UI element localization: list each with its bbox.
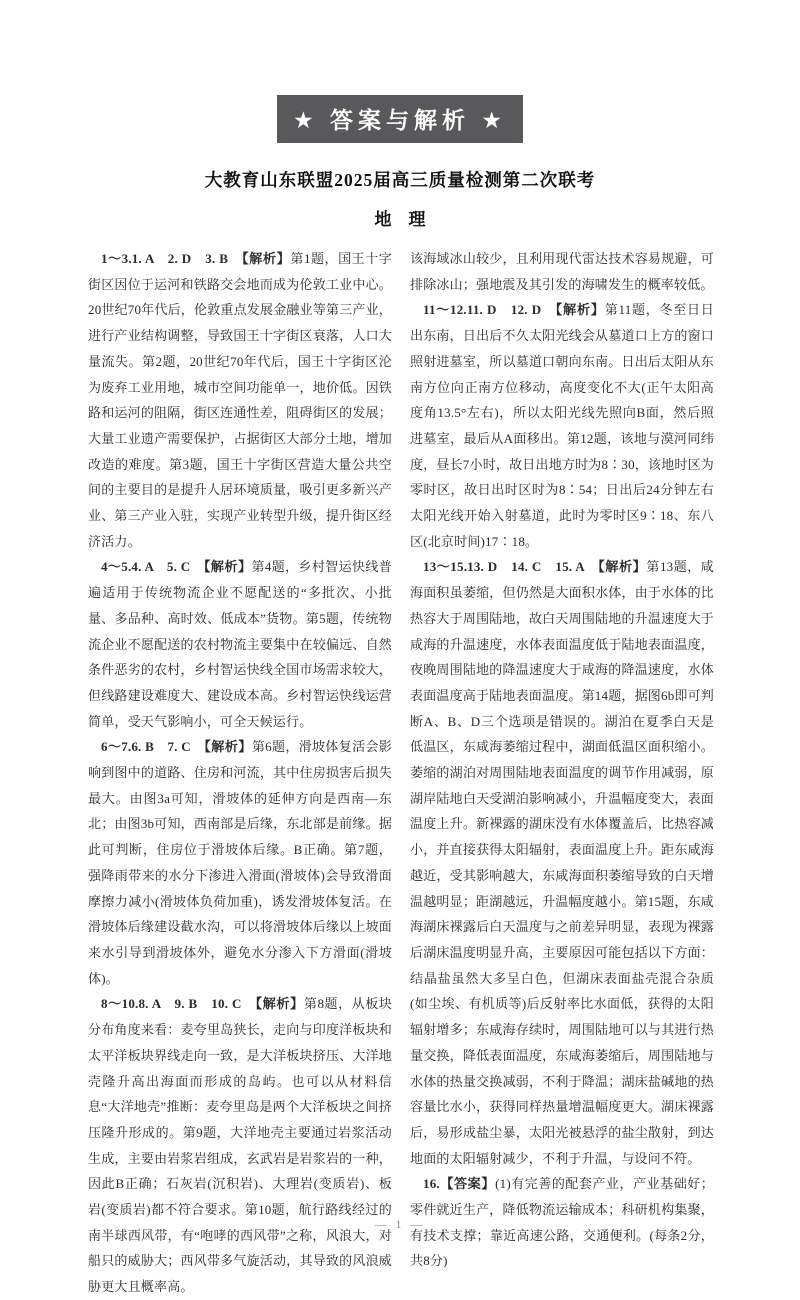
question-range: 8～10.: [101, 996, 139, 1012]
subject-title: 地 理: [374, 210, 426, 229]
question-range: 16.: [423, 1176, 440, 1192]
paragraph-body: 第8题，从板块分布角度来看：麦夸里岛狭长，走向与印度洋板块和太平洋板块界线走向一致，是大洋板块挤压、大洋地壳隆升高出海面而形成的岛屿。也可以从材料信息“大洋地壳”推断：麦夸里岛是两个大洋板块之间挤压隆升形成的。第9题，大洋地壳主要通过岩浆活动生成，主要由岩浆岩组成，玄武岩是岩浆岩的一种，因此B正确；石灰岩(沉积岩)、大理岩(变质岩)、板岩(变质岩)都不符合要求。第10题，航行路线经过的南半球西风带，有“咆哮的西风带”之称，风浪大，对船只的威胁大；西风带多气旋活动，其导致的风浪威胁更大且概率高。: [88, 996, 393, 1295]
paragraph-body: (1)有完善的配套产业，产业基础好；零件就近生产，降低物流运输成本；科研机构集聚，有技术支撑；靠近高速公路，交通便利。(每条2分，共8分): [410, 1176, 714, 1269]
left-column: [88, 246, 392, 1300]
paragraph-body: 该海域冰山较少，且利用现代雷达技术容易规避，可排除冰山；强地震及其引发的海啸发生的概率较低。: [410, 251, 714, 292]
header-banner: ★ 答案与解析 ★: [277, 95, 523, 143]
question-range: 6～7.: [101, 739, 132, 755]
question-range: 11～12.: [423, 302, 467, 318]
answer-letters: 13. D 14. C 15. A: [467, 559, 599, 575]
analysis-tag: 【解析】: [255, 996, 304, 1012]
paragraph-body: 第1题，国王十字街区因位于运河和铁路交会地而成为伦敦工业中心。20世纪70年代后，伦敦重点发展金融业等第三产业，进行产业结构调整，导致国王十字街区衰落，人口大量流失。第2题，20世纪70年代后，国王十字街区沦为废弃工业用地，城市空间功能单一，地价低。因铁路和运河的阻隔，街区连通性差，阻碍街区的发展；大量工业遗产需要保护，占据街区大部分土地，增加改造的难度。第3题，国王十字街区营造大量公共空间的主要目的是提升人居环境质量，吸引更多新兴产业、第三产业入驻，实现产业转型升级，提升街区经济活力。: [88, 251, 393, 549]
answer-letters: 6. B 7. C: [131, 739, 205, 755]
paragraph-body: 第13题，咸海面积虽萎缩，但仍然是大面积水体，由于水体的比热容大于周围陆地，故白天周围陆地的升温速度大于咸海的升温速度，水体表面温度低于陆地表面温度，夜晚周围陆地的降温速度大于咸海的降温速度，水体表面温度高于陆地表面温度。第14题，据图6b即可判断A、B、D三个选项是错误的。湖泊在夏季白天是低温区，东咸海萎缩过程中，湖面低温区面积缩小。萎缩的湖泊对周围陆地表面温度的调节作用减弱，原湖岸陆地白天受湖泊影响减小，升温幅度变大，表面温度上升。新裸露的湖床没有水体覆盖后，比热容减小，并直接获得太阳辐射，表面温度上升。距东咸海越近，受其影响越大，东咸海面积萎缩导致的白天增温越明显；距湖越远，升温幅度越小。第15题，东咸海湖床裸露后白天温度与之前差异明显，表现为裸露后湖床温度明显升高，主要原因可能包括以下方面：结晶盐虽然大多呈白色，但湖床表面盐壳混合杂质(如尘埃、有机质等)后反射率比水面低，获得的太阳辐射增多；东咸海存续时，周围陆地可以与其进行热量交换，降低表面温度，东咸海萎缩后，周围陆地与水体的热量交换减弱，不利于降温；湖床盐碱地的热容量比水小，获得同样热量增温幅度更大。湖床裸露后，易形成盐尘暴，太阳光被悬浮的盐尘散射，到达地面的太阳辐射减少，不利于升温，与设问不符。: [410, 559, 715, 1166]
exam-title: 大教育山东联盟2025届高三质量检测第二次联考: [204, 170, 596, 190]
question-range: 13～15.: [423, 559, 468, 575]
answer-tag: 【答案】: [439, 1176, 496, 1192]
answer-paragraph-4-5: [88, 554, 392, 734]
answer-letters: 11. D 12. D: [466, 302, 556, 318]
answer-letters: 1. A 2. D 3. B: [131, 251, 242, 266]
paragraph-body: 第4题，乡村智运快线普遍适用于传统物流企业不愿配送的“多批次、小批量、多品种、高时效、低成本”货物。第5题，传统物流企业不愿配送的农村物流主要集中在较偏远、自然条件恶劣的农村，乡村智运快线全国市场需求较大，但线路建设难度大、建设成本高。乡村智运快线运营简单，受天气影响小，可全天候运行。: [88, 559, 393, 729]
answer-paragraph-1-3: [88, 246, 392, 554]
analysis-tag: 【解析】: [242, 251, 291, 266]
analysis-tag: 【解析】: [204, 739, 252, 755]
analysis-tag: 【解析】: [203, 559, 252, 575]
paragraph-body: 第11题，冬至日日出东南，日出后不久太阳光线会从墓道口上方的窗口照射进墓室，所以墓道口朝向东南。日出后太阳从东南方位向正南方位移动，高度变化不大(正午太阳高度角13.5°左右)，所以太阳光线先照向B面，然后照进墓室，最后从A面移出。第12题，该地与漠河同纬度，昼长7小时，故日出地方时为8∶30，该地时区为零时区，故日出时区时为8∶54；日出后24分钟左右太阳光线开始入射墓道，此时为零时区9∶18、东八区(北京时间)17∶18。: [410, 302, 715, 549]
right-column: [410, 246, 714, 1300]
answer-content: [88, 246, 714, 1300]
question-range: 1～3.: [101, 251, 132, 266]
question-range: 4～5.: [101, 559, 132, 575]
continuation-paragraph: [410, 246, 714, 297]
paragraph-body: 第6题，滑坡体复活会影响到图中的道路、住房和河流，其中住房损害后损失最大。由图3a可知，滑坡体的延伸方向是西南—东北；由图3b可知，西南部是后缘，东北部是前缘。据此可判断，住房位于滑坡体后缘。B正确。第7题，强降雨带来的水分下渗进入滑面(滑坡体)会导致滑面摩擦力减小(滑坡体负荷加重)，诱发滑坡体复活。在滑坡体后缘建设截水沟，可以将滑坡体后缘以上坡面来水引导到滑坡体外，避免水分渗入下方滑面(滑坡体)。: [88, 739, 392, 986]
answer-letters: 8. A 9. B 10. C: [138, 996, 256, 1012]
answer-paragraph-8-10: [88, 991, 392, 1299]
answer-letters: 4. A 5. C: [131, 559, 204, 575]
answer-paragraph-13-15: [410, 554, 714, 1171]
answer-paragraph-6-7: [88, 734, 392, 991]
exam-answer-page: [0, 95, 800, 1295]
answer-paragraph-11-12: [410, 297, 714, 554]
analysis-tag: 【解析】: [598, 559, 647, 575]
page-number: — 1 —: [374, 1217, 426, 1231]
analysis-tag: 【解析】: [555, 302, 605, 318]
